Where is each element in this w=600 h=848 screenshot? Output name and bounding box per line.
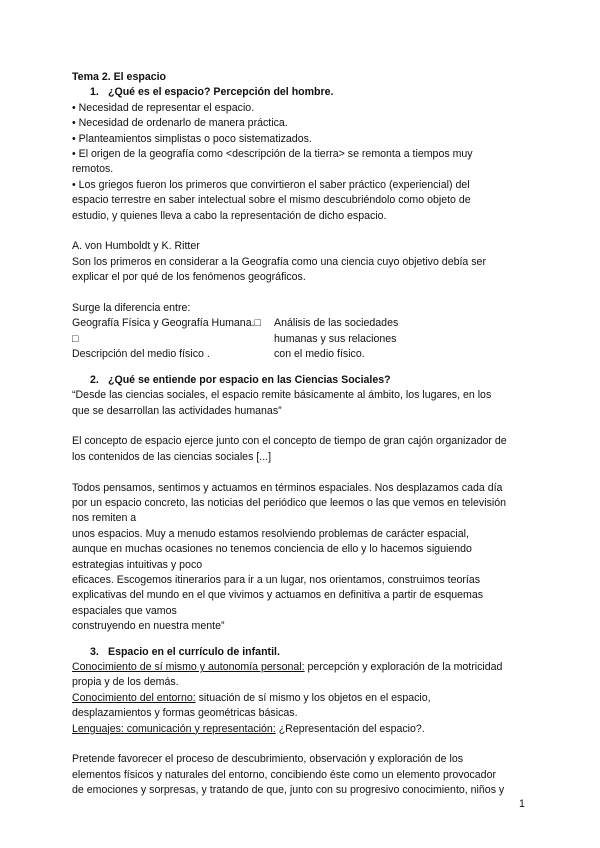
area-description: ¿Representación del espacio?.: [275, 722, 425, 735]
area-description: percepción y exploración de la motricidad: [304, 660, 503, 673]
area-description: desplazamientos y formas geométricas básicas.: [72, 707, 298, 720]
curriculum-item: [72, 722, 530, 737]
table-cell: Descripción del medio físico .: [72, 348, 210, 361]
section-1-bullets: [72, 101, 530, 224]
paragraph-line: de emociones y sorpresas, y tratando de que, junto con su progresivo conocimiento, niños y: [72, 784, 505, 797]
paragraph-line: unos espacios. Muy a menudo estamos resolviendo problemas de carácter espacial,: [72, 527, 469, 540]
paragraph-line: Todos pensamos, sentimos y actuamos en términos espaciales. Nos desplazamos cada día: [72, 481, 503, 494]
table-cell: humanas y sus relaciones: [274, 332, 397, 345]
area-name: Conocimiento del entorno:: [72, 691, 196, 704]
table-cell: □: [72, 332, 79, 345]
section-title: ¿Qué es el espacio? Percepción del hombre.: [108, 86, 334, 99]
paragraph-line: por un espacio concreto, las noticias del periódico que leemos o las que vemos en televisión: [72, 496, 507, 509]
list-item: • Necesidad de representar el espacio.: [72, 101, 255, 114]
section-title: Espacio en el currículo de infantil.: [108, 645, 280, 658]
list-item: • Necesidad de ordenarlo de manera práctica.: [72, 117, 288, 130]
paragraph-line: explicativas del mundo en el que vivimos y actuamos en definitiva a partir de esquemas: [72, 589, 484, 602]
paragraph-line: Son los primeros en considerar a la Geografía como una ciencia cuyo objetivo debía ser: [72, 255, 486, 268]
quote-line: “Desde las ciencias sociales, el espacio remite básicamente al ámbito, los lugares, en los: [72, 389, 492, 402]
list-item: • El origen de la geografía como <descripción de la tierra> se remonta a tiempos muy: [72, 148, 473, 161]
table-row: [72, 332, 530, 347]
section-title: ¿Qué se entiende por espacio en las Ciencias Sociales?: [108, 373, 391, 386]
quote-line: que se desarrollan las actividades humanas”: [72, 404, 282, 417]
table-cell: Análisis de las sociedades: [274, 317, 399, 330]
section-2-heading: [72, 373, 530, 388]
paragraph-line: El concepto de espacio ejerce junto con el concepto de tiempo de gran cajón organizador de: [72, 435, 507, 448]
table-cell: con el medio físico.: [274, 348, 365, 361]
paragraph-line: estrategias intuitivas y poco: [72, 558, 203, 571]
table-row: [72, 347, 530, 362]
section-1-heading: [72, 85, 530, 100]
paragraph-line: eficaces. Escogemos itinerarios para ir a un lugar, nos orientamos, construimos teorías: [72, 573, 481, 586]
paragraph-line: espaciales que vamos: [72, 604, 177, 617]
curriculum-item: [72, 691, 530, 706]
authors-line: A. von Humboldt y K. Ritter: [72, 240, 200, 253]
page-number: 1: [519, 798, 525, 810]
area-description: situación de sí mismo y los objetos en el espacio,: [195, 691, 431, 704]
curriculum-item: [72, 660, 530, 675]
paragraph-line: explicar el por qué de los fenómenos geográficos.: [72, 271, 306, 284]
curriculum-item: [72, 706, 530, 721]
list-item: espacio terrestre en saber intelectual sobre el mismo descubriéndolo como objeto de: [72, 194, 471, 207]
paragraph-line: los contenidos de las ciencias sociales [...]: [72, 450, 272, 463]
table-row: [72, 316, 530, 331]
curriculum-item: [72, 675, 530, 690]
table-cell: Geografía Física y Geografía Humana.□: [72, 317, 261, 330]
section-number: 3.: [90, 645, 99, 658]
section-number: 2.: [90, 373, 99, 386]
document-title: Tema 2. El espacio: [72, 71, 167, 83]
area-name: Lenguajes: comunicación y representación:: [72, 722, 276, 735]
section-3-heading: [72, 645, 530, 660]
list-item: remotos.: [72, 163, 114, 176]
paragraph-line: aunque en muchas ocasiones no tenemos conciencia de ello y lo hacemos siguiendo: [72, 543, 472, 556]
list-item: • Los griegos fueron los primeros que convirtieron el saber práctico (experiencial) del: [72, 178, 470, 191]
document-page: [72, 70, 530, 799]
difference-intro: Surge la diferencia entre:: [72, 302, 191, 315]
area-description: propia y de los demás.: [72, 676, 179, 689]
difference-table: [72, 316, 530, 362]
paragraph-line: nos remiten a: [72, 512, 137, 525]
paragraph-line: Pretende favorecer el proceso de descubrimiento, observación y exploración de los: [72, 753, 464, 766]
list-item: • Planteamientos simplistas o poco sistematizados.: [72, 132, 312, 145]
list-item: estudio, y quienes lleva a cabo la representación de dicho espacio.: [72, 209, 387, 222]
area-name: Conocimiento de sí mismo y autonomía personal:: [72, 660, 305, 673]
section-number: 1.: [90, 86, 99, 99]
paragraph-line: construyendo en nuestra mente”: [72, 620, 225, 633]
paragraph-line: elementos físicos y naturales del entorno, concibiendo éste como un elemento provocador: [72, 768, 496, 781]
